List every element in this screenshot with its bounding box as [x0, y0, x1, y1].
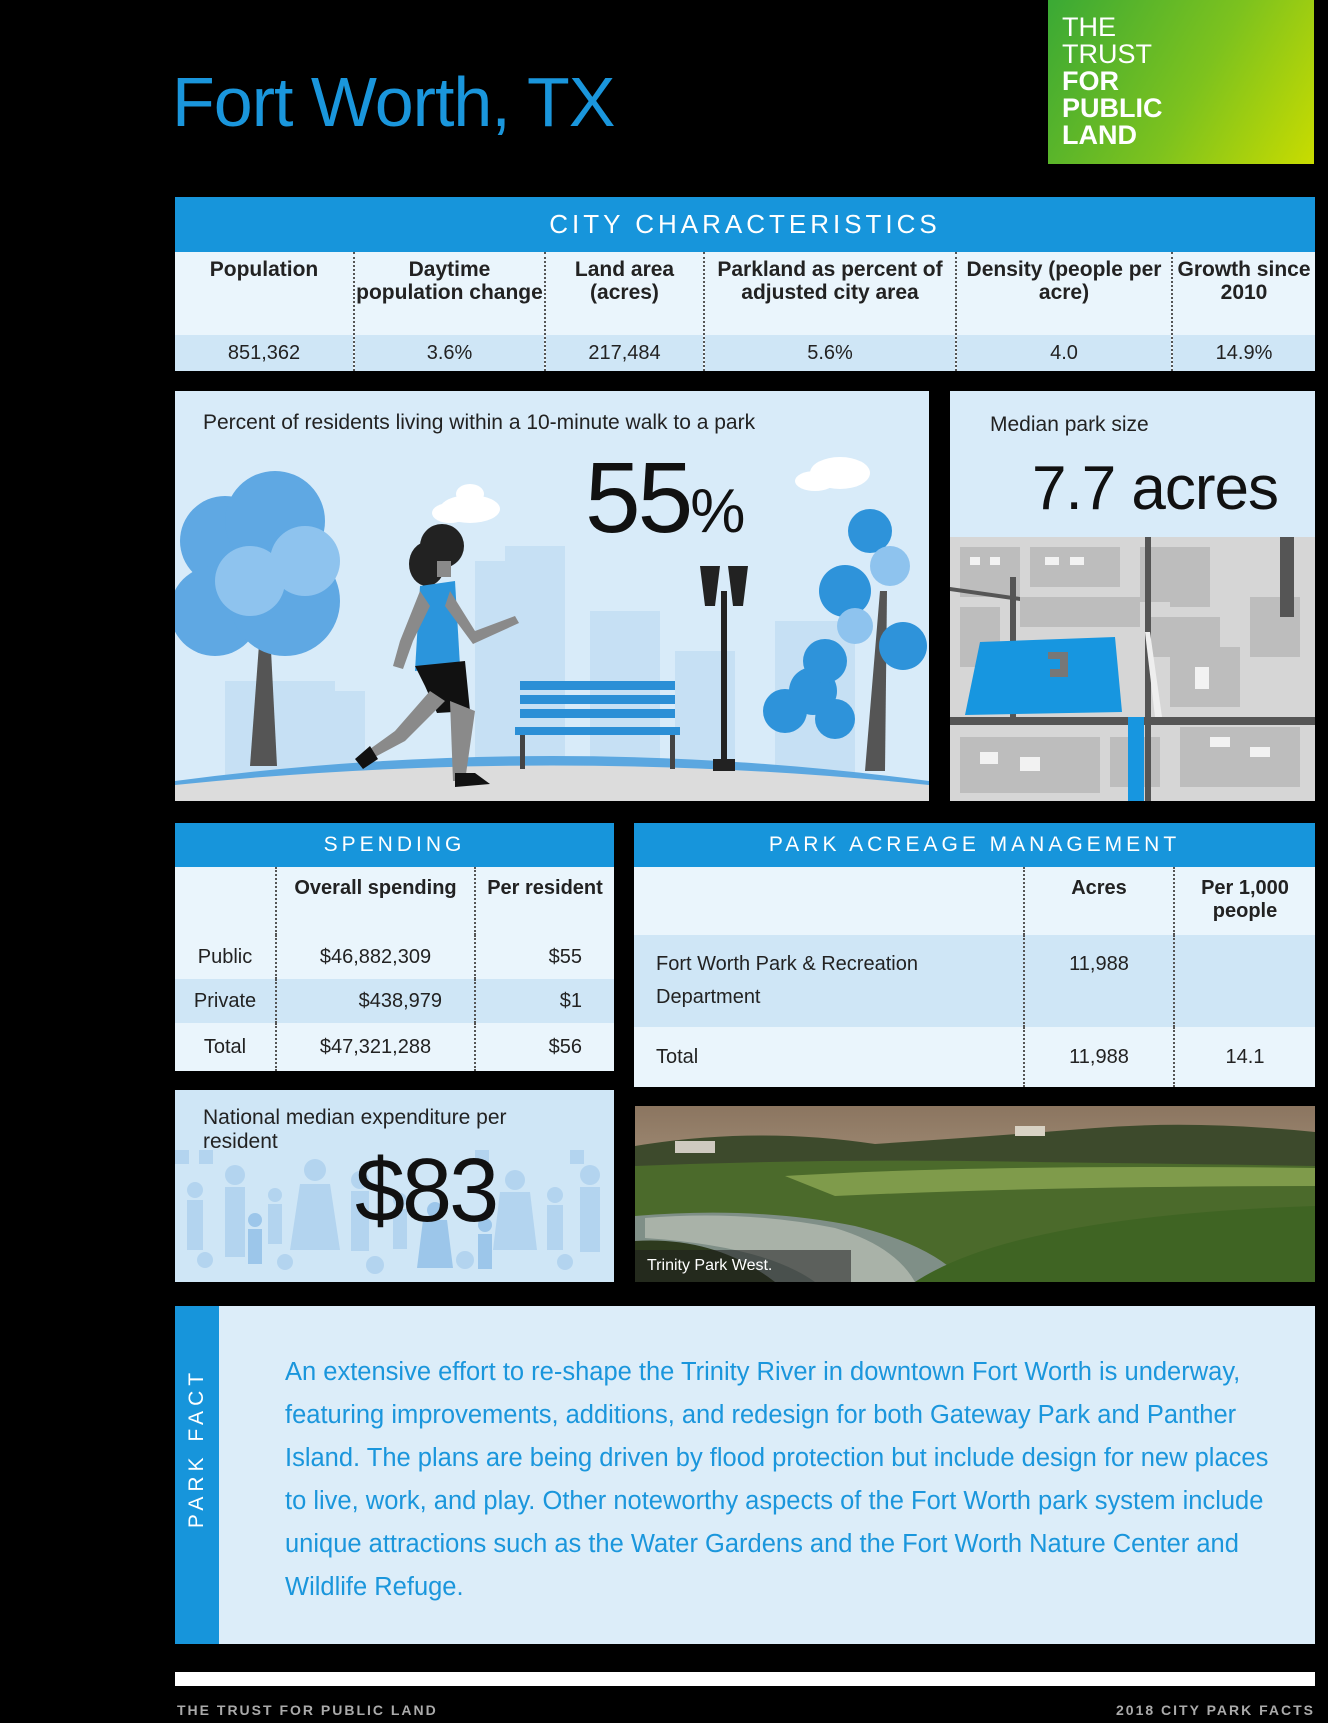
per-1000-cell: [1174, 935, 1315, 1027]
median-park-size-panel: [950, 391, 1315, 801]
section-heading: SPENDING: [175, 823, 614, 867]
stat-column: [705, 252, 957, 371]
walk-access-number: 55: [585, 442, 691, 554]
table-row: [175, 935, 614, 979]
stat-label: Population: [175, 252, 353, 335]
management-table: [634, 867, 1315, 1087]
spending-table: [175, 867, 614, 1071]
stat-column: [355, 252, 546, 371]
table-header-row: [175, 867, 614, 935]
page-title: Fort Worth, TX: [172, 63, 615, 141]
stat-column: [957, 252, 1173, 371]
park-illustration: [175, 391, 929, 801]
median-park-size-value: 7.7 acres: [1032, 454, 1279, 523]
acres-cell: 11,988: [1024, 1027, 1174, 1087]
column-header: Per resident: [475, 867, 614, 935]
row-label: Total: [175, 1023, 276, 1071]
stat-label: Parkland as percent of adjusted city area: [705, 252, 955, 335]
row-label: Total: [634, 1027, 1024, 1087]
stat-column: [1173, 252, 1315, 371]
section-heading: PARK ACREAGE MANAGEMENT: [634, 823, 1315, 867]
walk-access-panel: [175, 391, 929, 801]
row-label: Public: [175, 935, 276, 979]
trust-for-public-land-logo[interactable]: [1048, 0, 1314, 164]
row-label: Private: [175, 979, 276, 1023]
stat-label: Daytime population change: [355, 252, 544, 335]
overall-cell: $438,979: [276, 979, 475, 1023]
logo-line: LAND: [1062, 120, 1137, 150]
stat-column: [546, 252, 705, 371]
stat-value: 217,484: [546, 335, 703, 371]
stat-value: 5.6%: [705, 335, 955, 371]
table-row: [175, 979, 614, 1023]
stat-value: 851,362: [175, 335, 353, 371]
empty-cell: [634, 867, 1024, 935]
national-median-label: National median expenditure per resident: [203, 1106, 507, 1153]
stat-label: Land area (acres): [546, 252, 703, 335]
national-median-value: $83: [355, 1141, 497, 1241]
park-fact-tag: [175, 1306, 219, 1644]
column-header: Overall spending: [276, 867, 475, 935]
walk-access-unit: %: [690, 477, 743, 546]
stat-value: 14.9%: [1173, 335, 1315, 371]
stat-column: [175, 252, 355, 371]
footer-rule: [175, 1672, 1315, 1686]
table-header-row: [634, 867, 1315, 935]
park-fact-tag-text: PARK FACT: [185, 1367, 208, 1529]
column-header: Acres: [1024, 867, 1174, 935]
logo-line: TRUST: [1062, 39, 1152, 69]
stat-value: 4.0: [957, 335, 1171, 371]
city-characteristics-panel: [175, 197, 1315, 371]
stat-label: Growth since 2010: [1173, 252, 1315, 335]
park-acreage-management-panel: [634, 823, 1315, 1087]
walk-access-value: [585, 441, 742, 556]
stat-value: 3.6%: [355, 335, 544, 371]
per-resident-cell: $55: [475, 935, 614, 979]
column-header: Per 1,000 people: [1174, 867, 1315, 935]
logo-line: PUBLIC: [1062, 93, 1163, 123]
logo-line: THE: [1062, 12, 1116, 42]
photo-caption: Trinity Park West.: [635, 1250, 851, 1282]
overall-cell: $46,882,309: [276, 935, 475, 979]
per-resident-cell: $56: [475, 1023, 614, 1071]
park-map-illustration: [950, 537, 1315, 801]
row-label: Fort Worth Park & Recreation Department: [634, 935, 1024, 1027]
park-fact-text: An extensive effort to re-shape the Trinity River in downtown Fort Worth is underway, featuring improvements, additions, and redesign for both Gateway Park and Panther Island. The plans are being driven by flood protection but include design for new places to live, work, and play. Other noteworthy aspects of the Fort Worth park system include unique attractions such as the Water Gardens and the Fort Worth Nature Center and Wildlife Refuge.: [285, 1358, 1269, 1601]
footer-right: 2018 CITY PARK FACTS: [1116, 1702, 1315, 1718]
logo-line: FOR: [1062, 66, 1119, 96]
per-resident-cell: $1: [475, 979, 614, 1023]
stat-label: Density (people per acre): [957, 252, 1171, 335]
walk-access-label: Percent of residents living within a 10-minute walk to a park: [203, 411, 756, 434]
median-park-size-label: Median park size: [990, 413, 1149, 436]
table-row: [634, 935, 1315, 1027]
acres-cell: 11,988: [1024, 935, 1174, 1027]
overall-cell: $47,321,288: [276, 1023, 475, 1071]
per-1000-cell: 14.1: [1174, 1027, 1315, 1087]
national-median-panel: [175, 1090, 614, 1282]
table-row: [175, 1023, 614, 1071]
empty-cell: [175, 867, 276, 935]
table-row: [634, 1027, 1315, 1087]
footer-left: THE TRUST FOR PUBLIC LAND: [177, 1702, 438, 1718]
spending-panel: [175, 823, 614, 1071]
park-fact-panel: [175, 1306, 1315, 1644]
trinity-park-photo: [635, 1106, 1315, 1282]
section-heading: CITY CHARACTERISTICS: [175, 197, 1315, 252]
